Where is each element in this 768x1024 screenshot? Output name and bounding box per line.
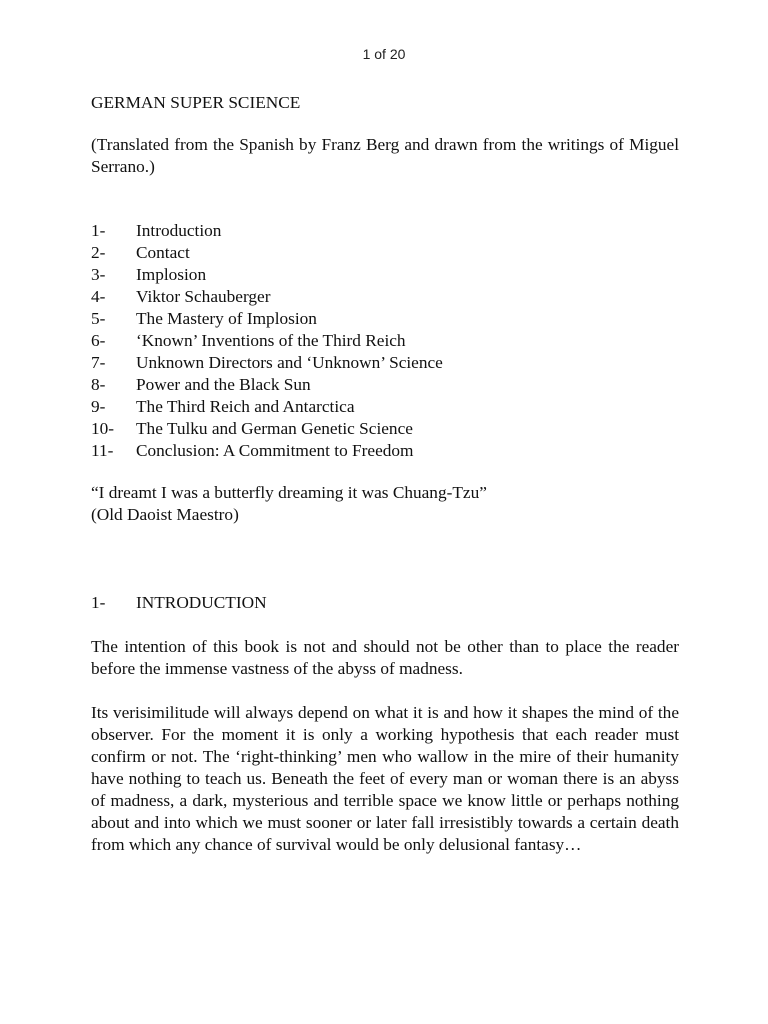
toc-item-label: Conclusion: A Commitment to Freedom bbox=[136, 441, 414, 460]
toc-item bbox=[91, 396, 679, 418]
toc-item bbox=[91, 352, 679, 374]
toc-item-number: 1- bbox=[91, 221, 106, 240]
toc-item-number: 6- bbox=[91, 331, 106, 350]
page-number: 1 of 20 bbox=[362, 46, 406, 62]
toc-item bbox=[91, 220, 679, 242]
toc-item-label: The Tulku and German Genetic Science bbox=[136, 419, 413, 438]
document-body bbox=[91, 92, 679, 878]
body-paragraph: The intention of this book is not and should not be other than to place the reader before the immense vastness of the abyss of madness. bbox=[91, 637, 679, 678]
toc-item-number: 7- bbox=[91, 353, 106, 372]
toc-item-number: 3- bbox=[91, 265, 106, 284]
toc-item-label: ‘Known’ Inventions of the Third Reich bbox=[136, 331, 406, 350]
epigraph-text: “I dreamt I was a butterfly dreaming it was Chuang-Tzu” bbox=[91, 483, 487, 502]
table-of-contents bbox=[91, 220, 679, 462]
toc-item-number: 2- bbox=[91, 243, 106, 262]
toc-item bbox=[91, 264, 679, 286]
toc-item-label: The Third Reich and Antarctica bbox=[136, 397, 355, 416]
toc-item bbox=[91, 308, 679, 330]
body-paragraph: Its verisimilitude will always depend on what it is and how it shapes the mind of the observer. For the moment it is only a working hypothesis that each reader must confirm or not. The ‘right-thinking’ men who wallow in the mire of their humanity have nothing to teach us. Beneath the feet of every man or woman there is an abyss of madness, a dark, mysterious and terrible space we know little or perhaps nothing about and into which we must sooner or later fall irresistibly towards a certain death from which any chance of survival would be only delusional fantasy… bbox=[91, 703, 679, 854]
section-title: INTRODUCTION bbox=[136, 593, 267, 612]
toc-item-label: Unknown Directors and ‘Unknown’ Science bbox=[136, 353, 443, 372]
toc-item bbox=[91, 418, 679, 440]
toc-item bbox=[91, 242, 679, 264]
toc-item bbox=[91, 440, 679, 462]
toc-item-label: Implosion bbox=[136, 265, 207, 284]
document-subtitle: (Translated from the Spanish by Franz Berg and drawn from the writings of Miguel Serrano.) bbox=[91, 135, 679, 176]
toc-item bbox=[91, 330, 679, 352]
toc-item-number: 5- bbox=[91, 309, 106, 328]
toc-item-number: 11- bbox=[91, 441, 114, 460]
epigraph-attribution: (Old Daoist Maestro) bbox=[91, 505, 239, 524]
toc-item bbox=[91, 286, 679, 308]
toc-item-label: Viktor Schauberger bbox=[136, 287, 271, 306]
toc-item-label: Introduction bbox=[136, 221, 222, 240]
section-heading bbox=[91, 592, 679, 614]
toc-item-label: Contact bbox=[136, 243, 190, 262]
epigraph bbox=[91, 482, 679, 526]
toc-item-number: 4- bbox=[91, 287, 106, 306]
toc-item-label: Power and the Black Sun bbox=[136, 375, 311, 394]
toc-item-number: 10- bbox=[91, 419, 115, 438]
document-title: GERMAN SUPER SCIENCE bbox=[91, 93, 301, 112]
toc-item-label: The Mastery of Implosion bbox=[136, 309, 317, 328]
toc-item-number: 8- bbox=[91, 375, 106, 394]
toc-item-number: 9- bbox=[91, 397, 106, 416]
toc-item bbox=[91, 374, 679, 396]
section-number: 1- bbox=[91, 593, 106, 612]
